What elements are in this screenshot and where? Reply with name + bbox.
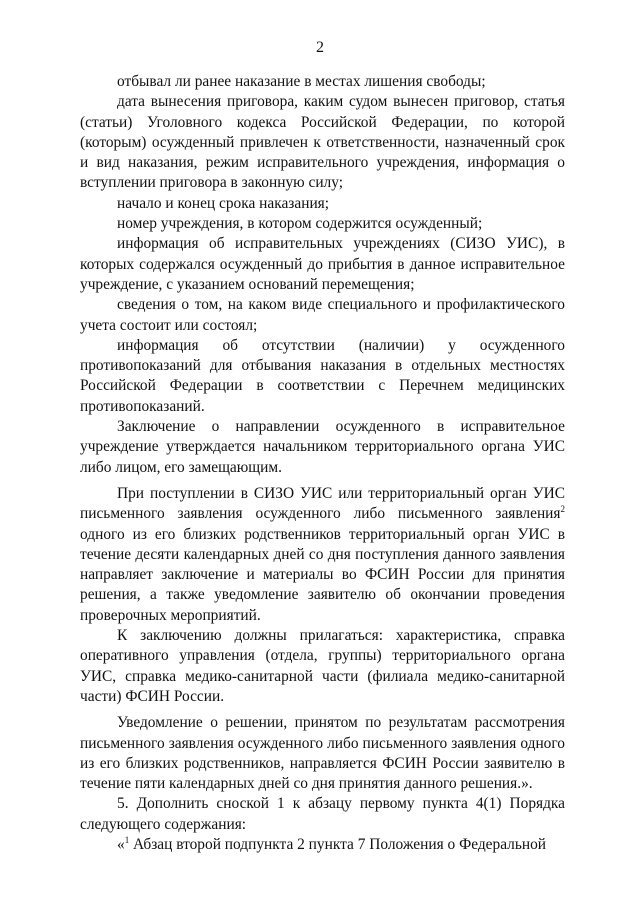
paragraph: 5. Дополнить сноской 1 к абзацу первому пункта 4(1) Порядка следующего содержания: <box>80 795 565 833</box>
paragraph: дата вынесения приговора, каким судом вынесен приговор, статья (статьи) Уголовного кодекса Российской Федерации, по которой (которым) осужденный привлечен к ответственности, назначенный срок и вид наказания, режим исправительного учреждения, информация о вступлении приговора в законную силу; <box>80 93 565 192</box>
paragraph-text: « <box>117 835 125 853</box>
paragraph: информация об исправительных учреждениях (СИЗО УИС), в которых содержался осужденный до прибытия в данное исправительное учреждение, с указанием оснований перемещения; <box>80 235 565 293</box>
paragraph: К заключению должны прилагаться: характеристика, справка оперативного управления (отдела, группы) территориального органа УИС, справка медико-санитарной части (филиала медико-санитарной части) ФСИН России. <box>80 627 565 705</box>
footnote-mark: 1 <box>124 834 130 845</box>
paragraph-text: одного из его близких родственников территориальный орган УИС в течение десяти календарных дней со дня поступления данного заявления направляет заключение и материалы во ФСИН России для принятия решения, а также уведомление заявителю об окончании проведения проверочных мероприятий. <box>80 525 565 624</box>
paragraph <box>80 484 565 626</box>
document-body <box>80 72 565 855</box>
paragraph: сведения о том, на каком виде специального и профилактического учета состоит или состоял; <box>80 296 565 334</box>
paragraph: Уведомление о решении, принятом по результатам рассмотрения письменного заявления осужденного либо письменного заявления одного из его близких родственников, направляется ФСИН России заявителю в течение пяти календарных дней со дня принятия данного решения.». <box>80 714 565 793</box>
paragraph: Заключение о направлении осужденного в исправительное учреждение утверждается начальником территориального органа УИС либо лицом, его замещающим. <box>80 418 565 476</box>
paragraph: начало и конец срока наказания; <box>117 194 330 212</box>
paragraph-text: Абзац второй подпункта 2 пункта 7 Положения о Федеральной <box>129 835 547 853</box>
paragraph: отбывал ли ранее наказание в местах лишения свободы; <box>117 73 486 90</box>
paragraph: номер учреждения, в котором содержится осужденный; <box>117 215 483 233</box>
footnote-mark: 2 <box>560 504 565 515</box>
paragraph <box>80 835 565 855</box>
paragraph-text: При поступлении в СИЗО УИС или территориальный орган УИС письменного заявления осужденного либо письменного заявления <box>80 484 565 523</box>
page-number: 2 <box>316 39 324 56</box>
paragraph: информация об отсутствии (наличии) у осужденного противопоказаний для отбывания наказания в отдельных местностях Российской Федерации в соответствии с Перечнем медицинских противопоказаний. <box>80 336 565 415</box>
